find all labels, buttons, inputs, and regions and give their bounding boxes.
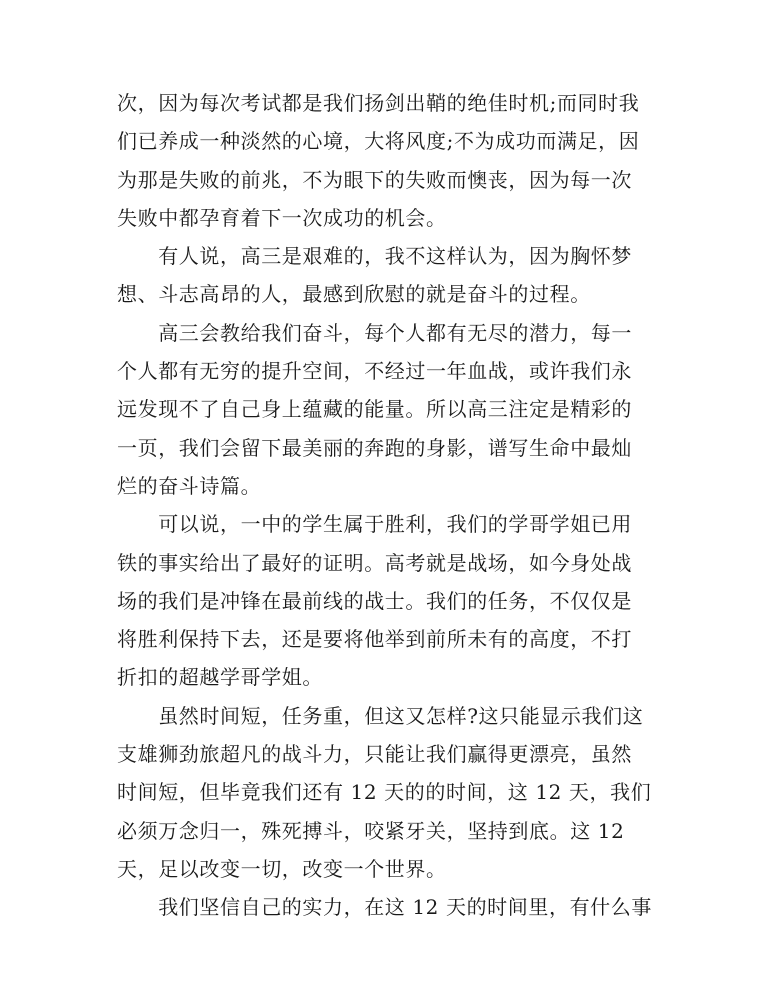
text-line: 折扣的超越学哥学姐。 <box>117 665 323 690</box>
text-line: 们已养成一种淡然的心境，大将风度;不为成功而满足，因 <box>117 129 640 154</box>
text-line: 次，因为每次考试都是我们扬剑出鞘的绝佳时机;而同时我 <box>117 91 640 115</box>
text-line: 为那是失败的前兆，不为眼下的失败而懊丧，因为每一次 <box>117 167 632 192</box>
text-line: 我们坚信自己的实力，在这 12 天的时间里，有什么事 <box>117 895 652 920</box>
text-line: 有人说，高三是艰难的，我不这样认为，因为胸怀梦 <box>117 244 632 269</box>
text-line: 场的我们是冲锋在最前线的战士。我们的任务，不仅仅是 <box>117 588 632 613</box>
text-line: 可以说，一中的学生属于胜利，我们的学哥学姐已用 <box>117 512 632 537</box>
text-line: 烂的奋斗诗篇。 <box>117 473 262 498</box>
text-line: 铁的事实给出了最好的证明。高考就是战场，如今身处战 <box>117 550 632 575</box>
text-line: 支雄狮劲旅超凡的战斗力，只能让我们赢得更漂亮，虽然 <box>117 742 632 767</box>
text-line: 必须万念归一，殊死搏斗，咬紧牙关，坚持到底。这 12 <box>117 818 625 843</box>
text-line: 远发现不了自己身上蕴藏的能量。所以高三注定是精彩的 <box>117 397 632 422</box>
text-line: 天，足以改变一切，改变一个世界。 <box>117 856 447 881</box>
text-line: 失败中都孕育着下一次成功的机会。 <box>117 205 447 230</box>
text-line: 想、斗志高昂的人，最感到欣慰的就是奋斗的过程。 <box>117 282 591 307</box>
text-line: 一页，我们会留下最美丽的奔跑的身影，谱写生命中最灿 <box>117 435 632 460</box>
body-text <box>117 84 652 927</box>
text-line: 虽然时间短，任务重，但这又怎样?这只能显示我们这 <box>117 703 644 728</box>
text-line: 高三会教给我们奋斗，每个人都有无尽的潜力，每一 <box>117 320 632 345</box>
text-line: 时间短，但毕竟我们还有 12 天的的时间，这 12 天，我们 <box>117 780 652 805</box>
text-line: 个人都有无穷的提升空间，不经过一年血战，或许我们永 <box>117 359 632 384</box>
text-line: 将胜利保持下去，还是要将他举到前所未有的高度，不打 <box>117 627 632 652</box>
